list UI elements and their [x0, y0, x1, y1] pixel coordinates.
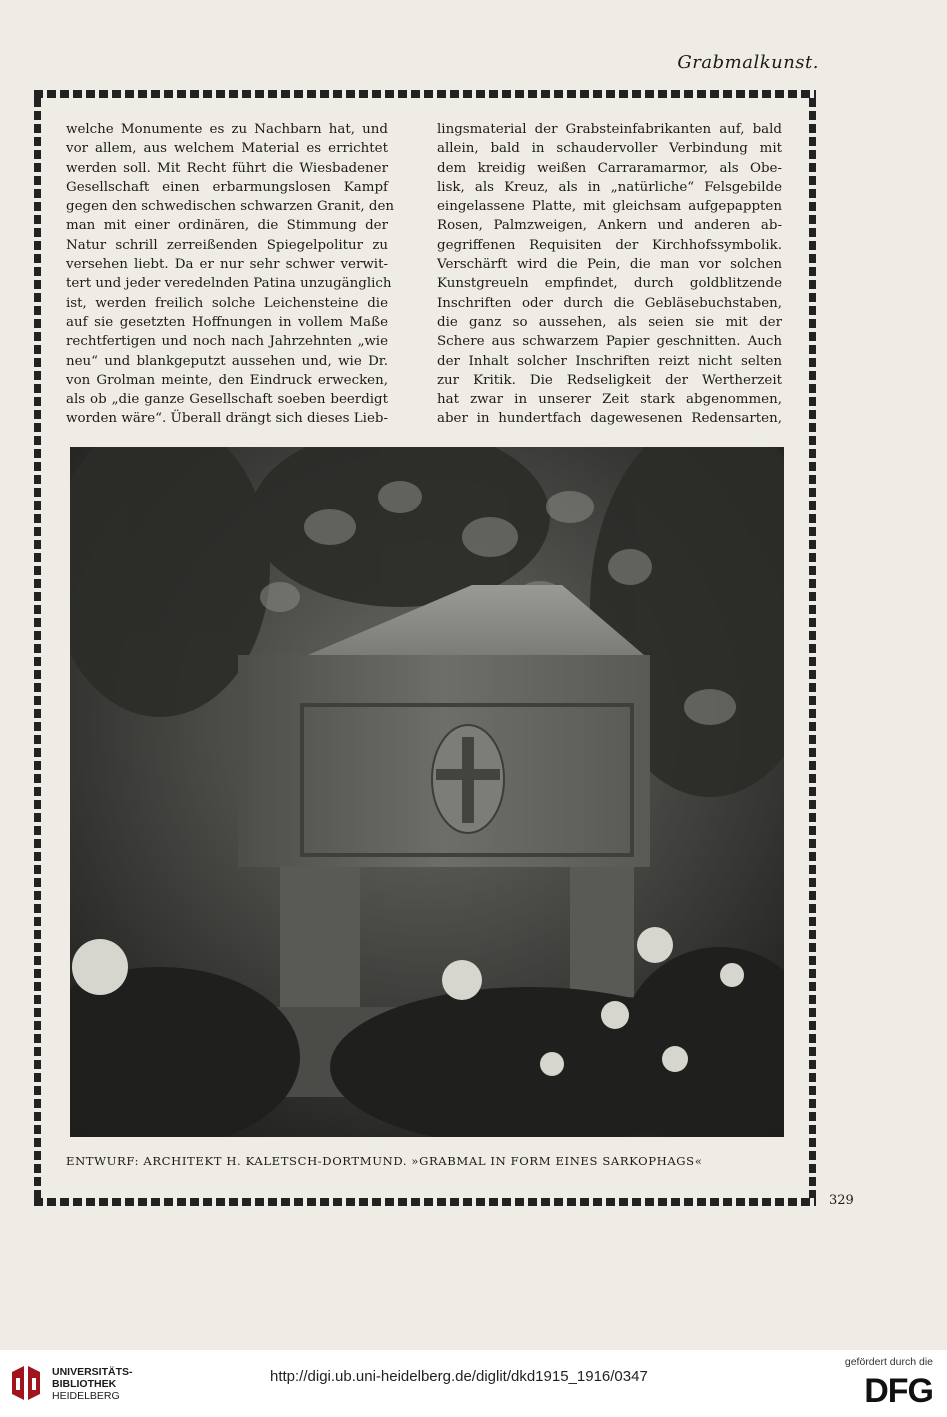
- text-line: neu“ und blankgeputzt aussehen und, wie Dr.: [66, 353, 388, 369]
- text-line: Inschriften oder durch die Gebläsebuchstaben,: [437, 295, 782, 311]
- text-line: Kunstgreueln empfindet, durch goldblitzende: [437, 276, 782, 292]
- dotted-frame-left: [34, 98, 41, 1198]
- text-line: auf sie gesetzten Hoffnungen in vollem Maße: [66, 314, 388, 330]
- text-line: aber in hundertfach dagewesenen Redensarten,: [437, 411, 782, 427]
- text-line: Verschärft wird die Pein, die man vor solchen: [437, 257, 782, 273]
- text-line: man mit einer ordinären, die Stimmung der: [66, 218, 388, 234]
- text-line: lingsmaterial der Grabsteinfabrikanten auf, bald: [437, 122, 782, 137]
- digitization-footer: [0, 1350, 947, 1417]
- text-line: werden soll. Mit Recht führt die Wiesbadener: [66, 160, 388, 176]
- text-line: gegen den schwedischen schwarzen Granit, den: [66, 199, 394, 215]
- text-line: Rosen, Palmzweigen, Ankern und anderen ab-: [437, 218, 782, 234]
- text-column-left: [66, 120, 394, 429]
- text-line: welche Monumente es zu Nachbarn hat, und: [66, 122, 388, 137]
- text-line: dem kreidig weißen Carraramarmor, als Obe-: [437, 160, 782, 176]
- text-line: Schere aus schwarzem Papier geschnitten. Auch: [437, 334, 782, 350]
- text-line: ist, werden freilich solche Leichensteine die: [66, 295, 388, 311]
- text-line: Gesellschaft einen erbarmungslosen Kampf: [66, 179, 388, 195]
- text-line: die ganz so aussehen, als seien sie mit der: [437, 314, 782, 330]
- text-column-right: [437, 120, 782, 429]
- text-line: zur Kritik. Die Redseligkeit der Wertherzeit: [437, 372, 782, 388]
- text-line: versehen liebt. Da er nur sehr schwer verwit-: [66, 257, 388, 273]
- dotted-frame-top: [34, 90, 816, 98]
- text-line: worden wäre“. Überall drängt sich dieses Lieb-: [66, 411, 388, 427]
- library-line-2: BIBLIOTHEK: [52, 1378, 117, 1390]
- library-line-1: UNIVERSITÄTS-: [52, 1366, 133, 1378]
- text-line: gegriffenen Requisiten der Kirchhofssymbolik.: [437, 237, 782, 253]
- text-line: rechtfertigen und noch nach Jahrzehnten „wie: [66, 334, 388, 350]
- text-line: allein, bald in schaudervoller Verbindung mit: [437, 141, 782, 157]
- figure-caption: ENTWURF: ARCHITEKT H. KALETSCH-DORTMUND. »GRABMAL IN FORM EINES SARKOPHAGS«: [66, 1154, 703, 1168]
- dotted-frame-bottom: [34, 1198, 816, 1206]
- running-title: Grabmalkunst.: [677, 52, 819, 73]
- text-line: Natur schrill zerreißenden Spiegelpolitur zu: [66, 237, 388, 253]
- text-line: von Grolman meinte, den Eindruck erwecken,: [66, 372, 388, 388]
- text-line: der Inhalt solcher Inschriften reizt nicht selten: [437, 353, 782, 369]
- dotted-frame-right: [809, 98, 816, 1198]
- funding-note: gefördert durch die: [844, 1356, 933, 1368]
- text-line: lisk, als Kreuz, als in „natürliche“ Felsgebilde: [437, 179, 782, 195]
- sarcophagus-photograph: [70, 447, 784, 1137]
- text-line: als ob „die ganze Gesellschaft soeben beerdigt: [66, 392, 388, 408]
- university-library-logo-icon: [10, 1364, 44, 1404]
- text-line: tert und jeder veredelnden Patina unzugänglich: [66, 276, 392, 292]
- permalink-url[interactable]: http://digi.ub.uni-heidelberg.de/diglit/dkd1915_1916/0347: [270, 1368, 648, 1385]
- dfg-logo: DFG: [864, 1372, 933, 1410]
- library-name: [52, 1366, 133, 1402]
- library-line-3: HEIDELBERG: [52, 1390, 120, 1402]
- page-number: 329: [829, 1193, 854, 1208]
- text-line: hat zwar in unserer Zeit stark abgenommen,: [437, 392, 782, 408]
- text-line: eingelassene Platte, mit gleichsam aufgepappten: [437, 199, 782, 215]
- text-line: vor allem, aus welchem Material es errichtet: [66, 141, 388, 157]
